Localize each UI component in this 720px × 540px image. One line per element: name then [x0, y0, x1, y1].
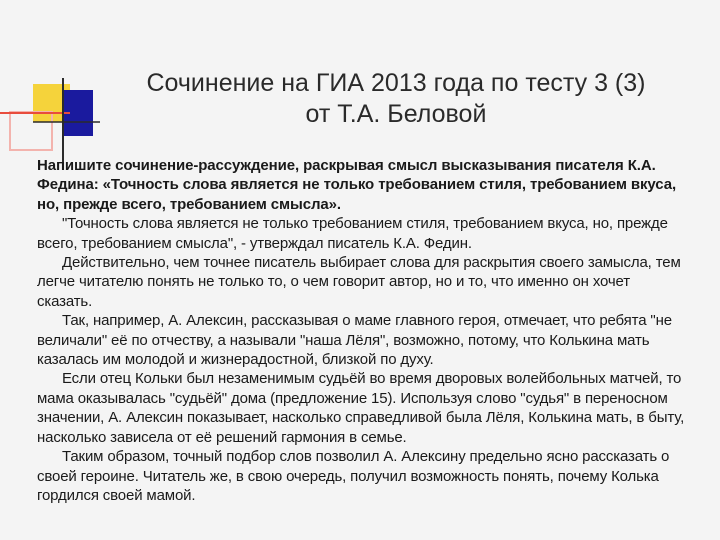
essay-body — [37, 156, 687, 505]
essay-paragraph-1: "Точность слова является не только требованием стиля, требованием вкуса, но, прежде всего, требованием смысла", - утверждал писатель К.А. Федин. — [37, 215, 668, 252]
essay-paragraph-5: Таким образом, точный подбор слов позволил А. Алексину предельно ясно рассказать о своей героине. Читатель же, в свою очередь, получил возможность понять, почему Колька гордился своей мамой. — [37, 448, 670, 504]
title-line-2: от Т.А. Беловой — [305, 100, 487, 128]
essay-paragraph-4: Если отец Кольки был незаменимым судьёй во время дворовых волейбольных матчей, то мама оказывалась "судьёй" дома (предложение 15). Используя слово "судья" в переносном значении, А. Алексин показывает, насколько справедливой была Лёля, Колькина мать, в быту, насколько зависела от её решений гармония в семье. — [37, 370, 685, 446]
essay-paragraph-3: Так, например, А. Алексин, рассказывая о маме главного героя, отмечает, что ребята "не величали" её по отчеству, а называли "наша Лёля", возможно, потому, что Колькина мать казалась им молодой и жизнерадостной, близкой по духу. — [37, 312, 672, 369]
assignment-prompt: Напишите сочинение-рассуждение, раскрывая смысл высказывания писателя К.А. Федина: «Точность слова является не только требованием стиля, требованием вкуса, но, прежде всего, требованием смысла». — [37, 157, 677, 213]
slide-title — [96, 68, 696, 130]
title-line-1: Сочинение на ГИА 2013 года по тесту 3 (3) — [146, 69, 646, 97]
essay-paragraph-2: Действительно, чем точнее писатель выбирает слова для раскрытия своего замысла, тем легче читателю понять не только то, о чем говорит автор, но и то, что именно он хочет сказать. — [37, 254, 681, 310]
